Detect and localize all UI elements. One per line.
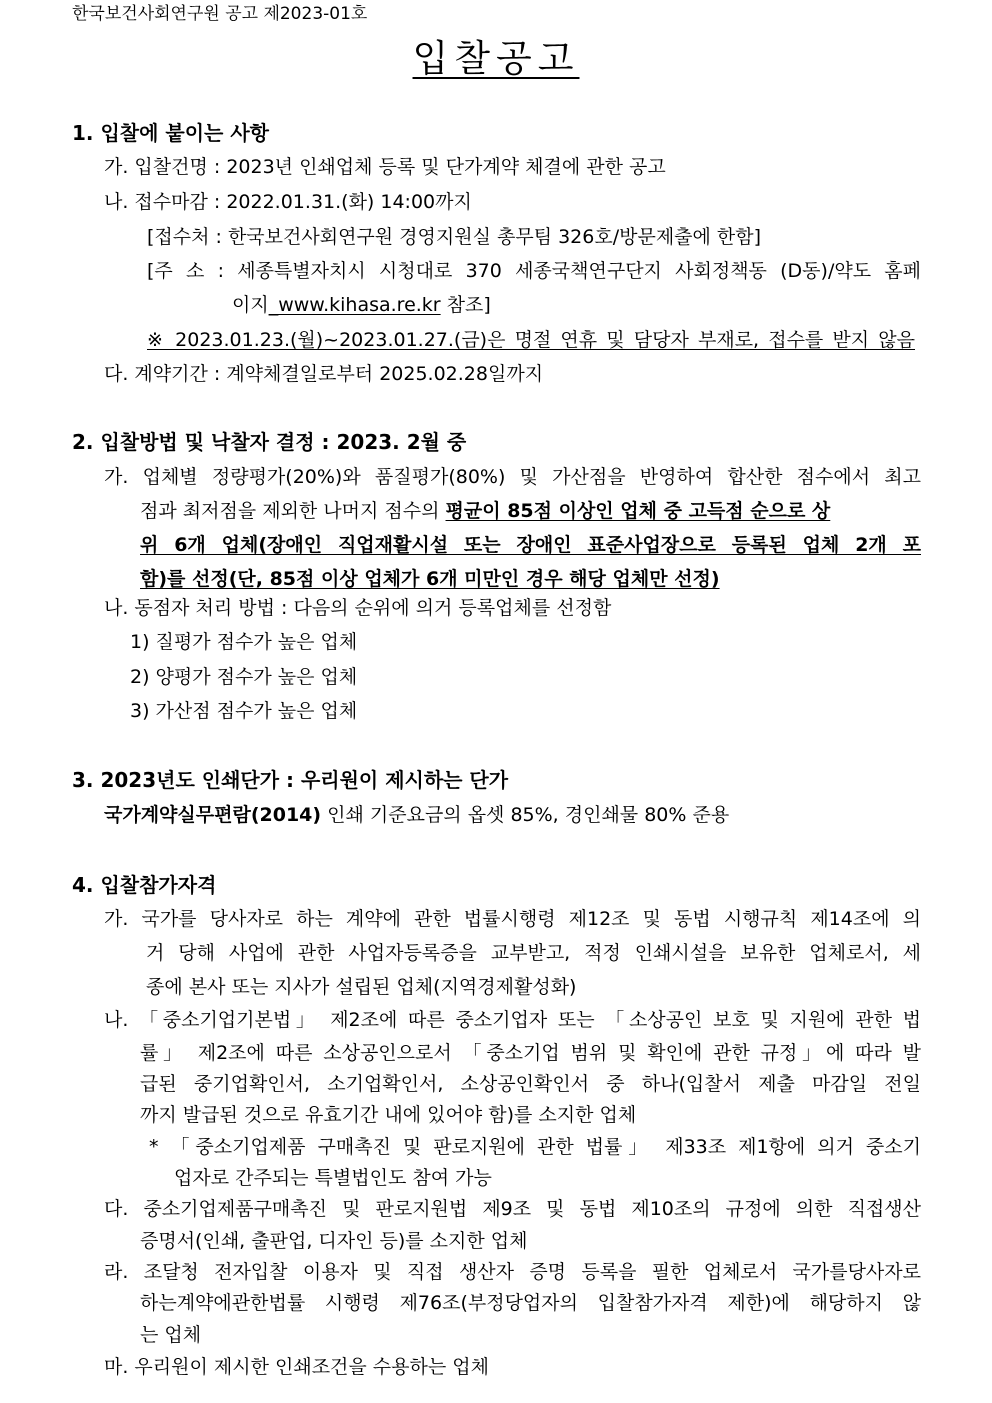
s1-item-ga: 가. 입찰건명 : 2023년 인쇄업체 등록 및 단가계약 체결에 관한 공고 [104, 156, 666, 178]
section-1-heading: 1. 입찰에 붙이는 사항 [72, 121, 269, 145]
s1-address-line-2: 이지_www.kihasa.re.kr 참조] [232, 294, 491, 316]
s4-da-line-1: 다. 중소기업제품구매촉진 및 판로지원법 제9조 및 동법 제10조의 규정에 의한 직접생산 [104, 1198, 921, 1220]
s3-body: 국가계약실무편람(2014) 인쇄 기준요금의 옵셋 85%, 경인쇄물 80% 준용 [104, 804, 730, 826]
s2-ga-line-4: 함)를 선정(단, 85점 이상 업체가 6개 미만인 경우 해당 업체만 선정) [140, 568, 720, 590]
page-title: 입찰공고 [412, 37, 580, 80]
s2-tiebreak-2: 2) 양평가 점수가 높은 업체 [130, 666, 358, 688]
section-4-heading: 4. 입찰참가자격 [72, 873, 217, 897]
s4-da-line-2: 증명서(인쇄, 출판업, 디자인 등)를 소지한 업체 [140, 1230, 528, 1252]
s4-na-note-line-2: 업자로 간주되는 특별법인도 참여 가능 [174, 1167, 492, 1189]
homepage-url[interactable]: _www.kihasa.re.kr [268, 294, 441, 316]
s2-item-na: 나. 동점자 처리 방법 : 다음의 순위에 의거 등록업체를 선정함 [104, 597, 612, 619]
s4-ga-line-2: 거 당해 사업에 관한 사업자등록증을 교부받고, 적정 인쇄시설을 보유한 업체로서, 세 [146, 942, 921, 964]
s4-item-ma: 마. 우리원이 제시한 인쇄조건을 수용하는 업체 [104, 1356, 489, 1378]
s4-ra-line-3: 는 업체 [140, 1324, 202, 1346]
notice-number: 한국보건사회연구원 공고 제2023-01호 [72, 4, 368, 24]
s4-na-line-1: 나. 「중소기업기본법」 제2조에 따른 중소기업자 또는 「소상공인 보호 및 지원에 관한 법 [104, 1009, 921, 1031]
s4-ra-line-2: 하는계약에관한법률 시행령 제76조(부정당업자의 입찰참가자격 제한)에 해당하지 않 [140, 1292, 921, 1314]
s4-na-note-line-1: * 「중소기업제품 구매촉진 및 판로지원에 관한 법률」 제33조 제1항에 의거 중소기 [149, 1136, 921, 1158]
s4-ra-line-1: 라. 조달청 전자입찰 이용자 및 직접 생산자 증명 등록을 필한 업체로서 국가를당사자로 [104, 1261, 921, 1283]
s4-na-line-3: 급된 중기업확인서, 소기업확인서, 소상공인확인서 중 하나(입찰서 제출 마감일 전일 [140, 1073, 921, 1095]
s4-ga-line-1: 가. 국가를 당사자로 하는 계약에 관한 법률시행령 제12조 및 동법 시행규칙 제14조에 의 [104, 908, 921, 930]
s2-ga-line-2: 점과 최저점을 제외한 나머지 점수의 평균이 85점 이상인 업체 중 고득점 순으로 상 [140, 500, 831, 522]
s2-tiebreak-3: 3) 가산점 점수가 높은 업체 [130, 700, 358, 722]
s4-na-line-2: 률」 제2조에 따른 소상공인으로서 「중소기업 범위 및 확인에 관한 규정」에 따라 발 [140, 1042, 921, 1064]
s1-item-na: 나. 접수마감 : 2022.01.31.(화) 14:00까지 [104, 191, 472, 213]
s4-ga-line-3: 종에 본사 또는 지사가 설립된 업체(지역경제활성화) [146, 976, 577, 998]
s4-na-line-4: 까지 발급된 것으로 유효기간 내에 있어야 함)를 소지한 업체 [140, 1104, 637, 1126]
s2-tiebreak-1: 1) 질평가 점수가 높은 업체 [130, 631, 358, 653]
s2-ga-line-1: 가. 업체별 정량평가(20%)와 품질평가(80%) 및 가산점을 반영하여 합산한 점수에서 최고 [104, 466, 921, 488]
section-3-heading: 3. 2023년도 인쇄단가 : 우리원이 제시하는 단가 [72, 768, 509, 792]
section-2-heading: 2. 입찰방법 및 낙찰자 결정 : 2023. 2월 중 [72, 430, 467, 454]
s2-ga-line-3: 위 6개 업체(장애인 직업재활시설 또는 장애인 표준사업장으로 등록된 업체 2개 포 [140, 534, 921, 556]
s1-item-da: 다. 계약기간 : 계약체결일로부터 2025.02.28일까지 [104, 363, 544, 385]
s1-reception: [접수처 : 한국보건사회연구원 경영지원실 총무팀 326호/방문제출에 한함] [147, 226, 762, 248]
s1-closure-notice: ※ 2023.01.23.(월)~2023.01.27.(금)은 명절 연휴 및 담당자 부재로, 접수를 받지 않음 [147, 329, 915, 351]
s1-address-line-1: [주 소 : 세종특별자치시 시청대로 370 세종국책연구단지 사회정책동 (D동)/약도 홈페 [147, 260, 921, 282]
